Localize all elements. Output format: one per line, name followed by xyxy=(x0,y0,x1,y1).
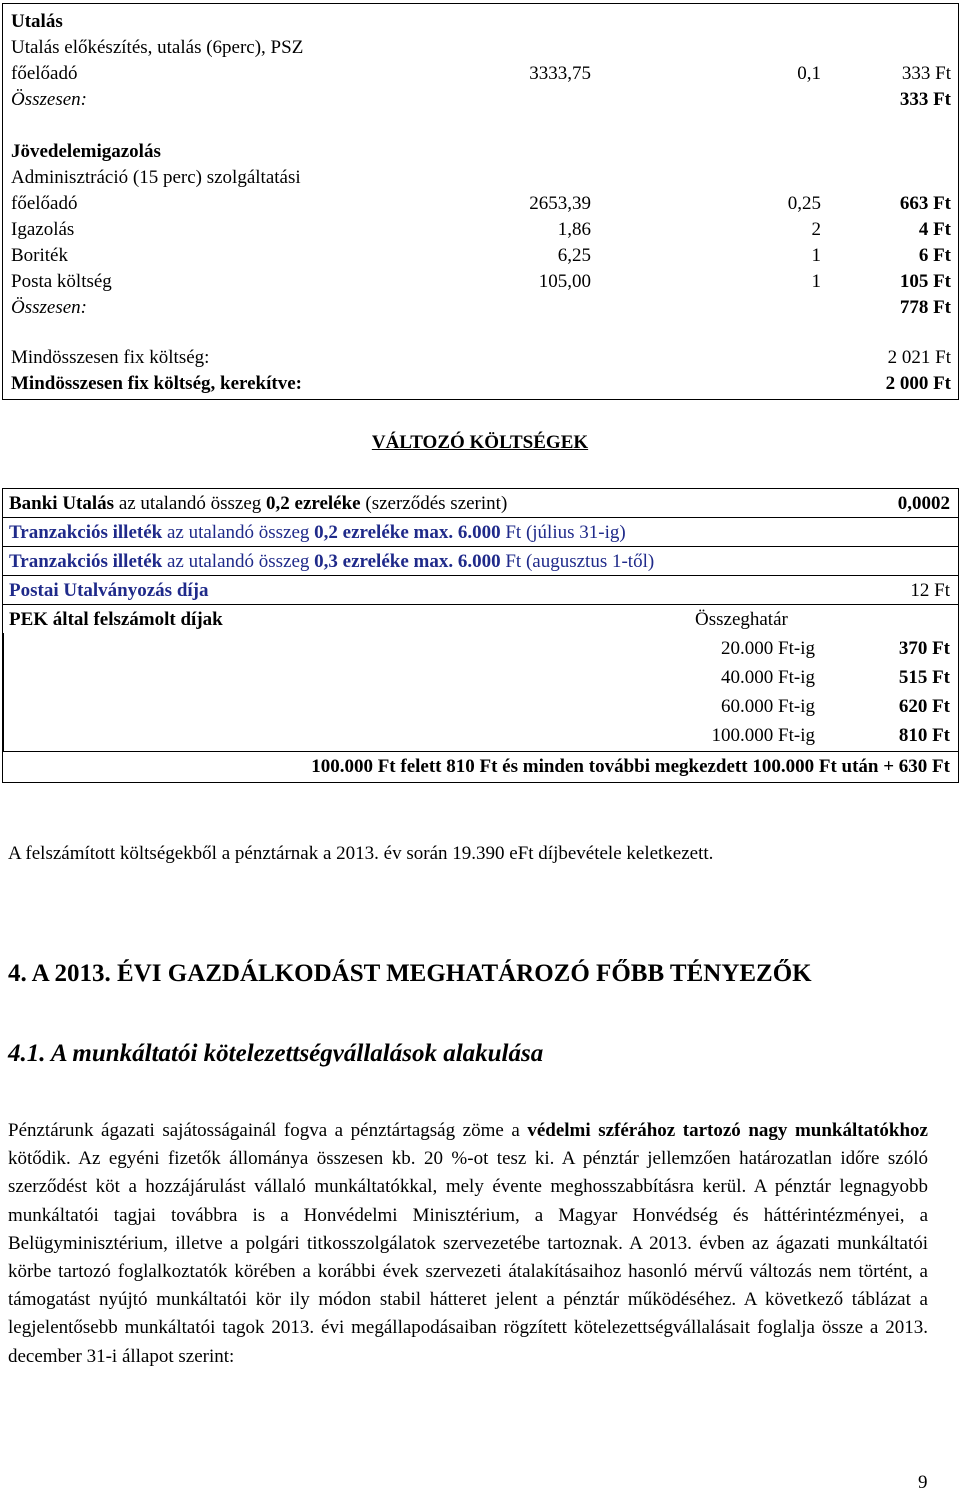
row-amount: 333 Ft xyxy=(901,63,951,84)
section-heading-4: 4. A 2013. ÉVI GAZDÁLKODÁST MEGHATÁROZÓ FŐBB TÉNYEZŐK xyxy=(8,960,812,987)
row-rate: 2653,39 xyxy=(529,193,591,214)
table-row xyxy=(11,269,951,295)
grand-total-rounded-value: 2 000 Ft xyxy=(885,373,951,394)
row-amount: 105 Ft xyxy=(899,271,951,292)
row-quantity: 2 xyxy=(811,219,821,240)
grand-total-rounded-label: Mindösszesen fix költség, kerekítve: xyxy=(11,373,302,394)
total-row xyxy=(11,87,951,113)
fee-value-postal-order: 12 Ft xyxy=(910,580,950,601)
row-quantity: 0,25 xyxy=(787,193,821,214)
tier-limit: 40.000 Ft-ig xyxy=(721,667,815,688)
section-heading-4-1: 4.1. A munkáltatói kötelezettségvállalások alakulása xyxy=(8,1040,544,1067)
row-label: főelőadó xyxy=(11,63,78,84)
employer-commitments-paragraph: Pénztárunk ágazati sajátosságainál fogva a pénztártagság zöme a védelmi szférához tartozó nagy munkáltatókhoz kötődik. Az egyéni fizetők állománya összesen kb. 20 %-ot tesz ki. A pénztár jellemzően határozatlan időre szóló szerződést köt a hozzájárulást vállaló munkáltatókkal, mely évente meghosszabbításra kerül. A pénztár legnagyobb munkáltatói tagjai továbbra is a Honvédelmi Minisztérium, a Magyar Honvédség és háttérintézményei, a Belügyminisztérium, illetve a polgári titkosszolgálatok szervezetébe tartoznak. A 2013. évben az ágazati munkáltatói körbe tartozó foglalkoztatók körében a korábbi évek szervezeti átalakításaihoz hasonló mérvű változás nem történt, a támogatást nyújtó munkáltatói kör ily módon stabil hátteret jelent a pénztár működéséhez. A következő táblázat a legjelentősebb munkáltatói tagok 2013. évi megállapodásaiban rögzített kötelezettségvállalásait foglalja össze a 2013. december 31-i állapot szerint: xyxy=(8,1120,928,1367)
fee-row-bank-transfer: Banki Utalás az utalandó összeg 0,2 ezreléke (szerződés szerint) xyxy=(9,493,508,514)
row-rate: 105,00 xyxy=(538,271,591,292)
total-label: Összesen: xyxy=(11,297,87,318)
fixed-cost-table xyxy=(2,3,959,400)
row-label: Boriték xyxy=(11,245,68,266)
fee-row-pek-charges: PEK által felszámolt díjak xyxy=(9,609,223,630)
grand-total-row xyxy=(11,345,951,371)
row-quantity: 1 xyxy=(811,245,821,266)
fee-row-transaction-duty-july: Tranzakciós illeték az utalandó összeg 0,2 ezreléke max. 6.000 Ft (július 31-ig) xyxy=(9,522,626,543)
tier-fee: 515 Ft xyxy=(898,667,950,688)
table-row xyxy=(11,217,951,243)
table-divider xyxy=(3,633,4,751)
table-row xyxy=(11,243,951,269)
fee-revenue-summary: A felszámított költségekből a pénztárnak a 2013. év során 19.390 eFt díjbevétele keletkezett. xyxy=(8,843,714,864)
fee-row-postal-order: Postai Utalványozás díja xyxy=(9,580,209,601)
total-value: 778 Ft xyxy=(899,297,951,318)
row-rate: 3333,75 xyxy=(529,63,591,84)
row-label: Posta költség xyxy=(11,271,112,292)
emphasis-text: védelmi szférához tartozó nagy munkáltatókhoz xyxy=(527,1120,928,1141)
row-rate: 1,86 xyxy=(557,219,591,240)
variable-costs-heading: VÁLTOZÓ KÖLTSÉGEK xyxy=(371,432,589,453)
amount-limit-header: Összeghatár xyxy=(695,609,788,630)
tier-fee: 810 Ft xyxy=(898,725,950,746)
row-rate: 6,25 xyxy=(557,245,591,266)
tier-above-100000: 100.000 Ft felett 810 Ft és minden további megkezdett 100.000 Ft után + 630 Ft xyxy=(311,756,950,777)
tier-limit: 20.000 Ft-ig xyxy=(721,638,815,659)
section-subtitle-adminisztracio: Adminisztráció (15 perc) szolgáltatási xyxy=(11,167,301,188)
grand-total-value: 2 021 Ft xyxy=(887,347,951,368)
tier-fee: 370 Ft xyxy=(898,638,950,659)
row-amount: 6 Ft xyxy=(918,245,951,266)
total-value: 333 Ft xyxy=(899,89,951,110)
section-subtitle-utalas: Utalás előkészítés, utalás (6perc), PSZ xyxy=(11,37,304,58)
table-row xyxy=(11,191,951,217)
section-title-utalas: Utalás xyxy=(11,11,63,32)
tier-limit: 60.000 Ft-ig xyxy=(721,696,815,717)
row-amount: 4 Ft xyxy=(918,219,951,240)
row-label: Igazolás xyxy=(11,219,75,240)
row-label: főelőadó xyxy=(11,193,78,214)
total-row xyxy=(11,295,951,321)
variable-cost-table xyxy=(2,488,959,783)
page-number: 9 xyxy=(918,1472,928,1493)
fee-row-transaction-duty-august: Tranzakciós illeték az utalandó összeg 0,3 ezreléke max. 6.000 Ft (augusztus 1-től) xyxy=(9,551,655,572)
grand-total-label: Mindösszesen fix költség: xyxy=(11,347,210,368)
tier-fee: 620 Ft xyxy=(898,696,950,717)
section-title-jovedelemigazolas: Jövedelemigazolás xyxy=(11,141,161,162)
fee-value-bank-transfer: 0,0002 xyxy=(897,493,950,514)
tier-limit: 100.000 Ft-ig xyxy=(711,725,815,746)
table-row xyxy=(11,61,951,87)
row-quantity: 1 xyxy=(811,271,821,292)
row-quantity: 0,1 xyxy=(797,63,821,84)
row-amount: 663 Ft xyxy=(899,193,951,214)
grand-total-rounded-row xyxy=(11,371,951,397)
total-label: Összesen: xyxy=(11,89,87,110)
